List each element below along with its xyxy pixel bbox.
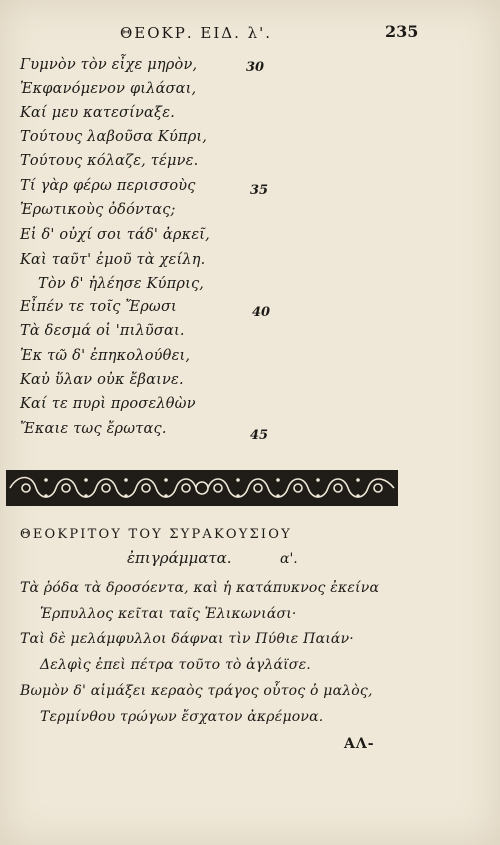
poem-line: Τούτους λαβοῦσα Κύπρι, xyxy=(20,129,208,145)
poem-line: Εἶπέν τε τοῖς Ἔρωσι xyxy=(20,299,177,315)
running-title: ΘΕΟΚΡ. ΕΙΔ. λ'. xyxy=(120,24,273,42)
line-number: 45 xyxy=(250,428,269,443)
section-subtitle: ἐπιγράμματα. xyxy=(127,549,232,567)
epigram-line: Βωμὸν δ' αἱμάξει κεραὸς τράγος οὗτος ὁ μαλὸς, xyxy=(20,683,373,699)
poem-line: Καὶ ταῦτ' ἐμοῦ τὰ χείλη. xyxy=(20,252,206,268)
line-number: 30 xyxy=(246,60,265,75)
page-number: 235 xyxy=(385,22,419,41)
poem-line: Τούτους κόλαζε, τέμνε. xyxy=(20,153,199,169)
poem-line: Γυμνὸν τὸν εἶχε μηρὸν, xyxy=(20,57,198,73)
poem-line: Ἐκ τῶ δ' ἐπηκολούθει, xyxy=(20,348,191,364)
poem-line: Εἰ δ' οὐχί σοι τάδ' ἀρκεῖ, xyxy=(20,227,210,243)
poem-line: Ἐκφανόμενον φιλάσαι, xyxy=(20,81,197,97)
section-title: ΘΕΟΚΡΙΤΟΥ ΤΟΥ ΣΥΡΑΚΟΥΣΙΟΥ xyxy=(20,527,292,542)
page-header xyxy=(0,24,500,48)
epigram-number: α'. xyxy=(280,551,298,567)
epigram-line: Τὰ ῥόδα τὰ δροσόεντα, καὶ ἡ κατάπυκνος ἐκείνα xyxy=(20,580,380,596)
epigram-line: Δελφὶς ἐπεὶ πέτρα τοῦτο τὸ ἀγλάϊσε. xyxy=(40,657,311,673)
line-number: 40 xyxy=(252,305,271,320)
epigram-line: Ἑρπυλλος κεῖται ταῖς Ἑλικωνιάσι· xyxy=(40,606,297,622)
epigram-line: Τερμίνθου τρώγων ἔσχατον ἀκρέμονα. xyxy=(40,709,324,725)
poem-line: Ἐρωτικοὺς ὀδόντας; xyxy=(20,202,176,218)
poem-line: Καί μευ κατεσίναξε. xyxy=(20,105,176,121)
poem-line: Τὰ δεσμά οἱ 'πιλῦσαι. xyxy=(20,323,185,339)
poem-line: Τί γὰρ φέρω περισσοὺς xyxy=(20,178,196,194)
ornamental-band-icon xyxy=(6,470,398,506)
poem-line: Καί τε πυρὶ προσελθὼν xyxy=(20,396,196,412)
poem-line: Ἔκαιε τως ἔρωτας. xyxy=(20,421,167,437)
epigram-line: Ταὶ δὲ μελάμφυλλοι δάφναι τὶν Πύθιε Παιάν· xyxy=(20,631,354,647)
poem-line: Καὐ ὕλαν οὐκ ἔβαινε. xyxy=(20,372,184,388)
poem-line: Τὸν δ' ἠλέησε Κύπρις, xyxy=(38,276,205,292)
catchword: ΑΛ- xyxy=(344,736,375,752)
line-number: 35 xyxy=(250,183,269,198)
